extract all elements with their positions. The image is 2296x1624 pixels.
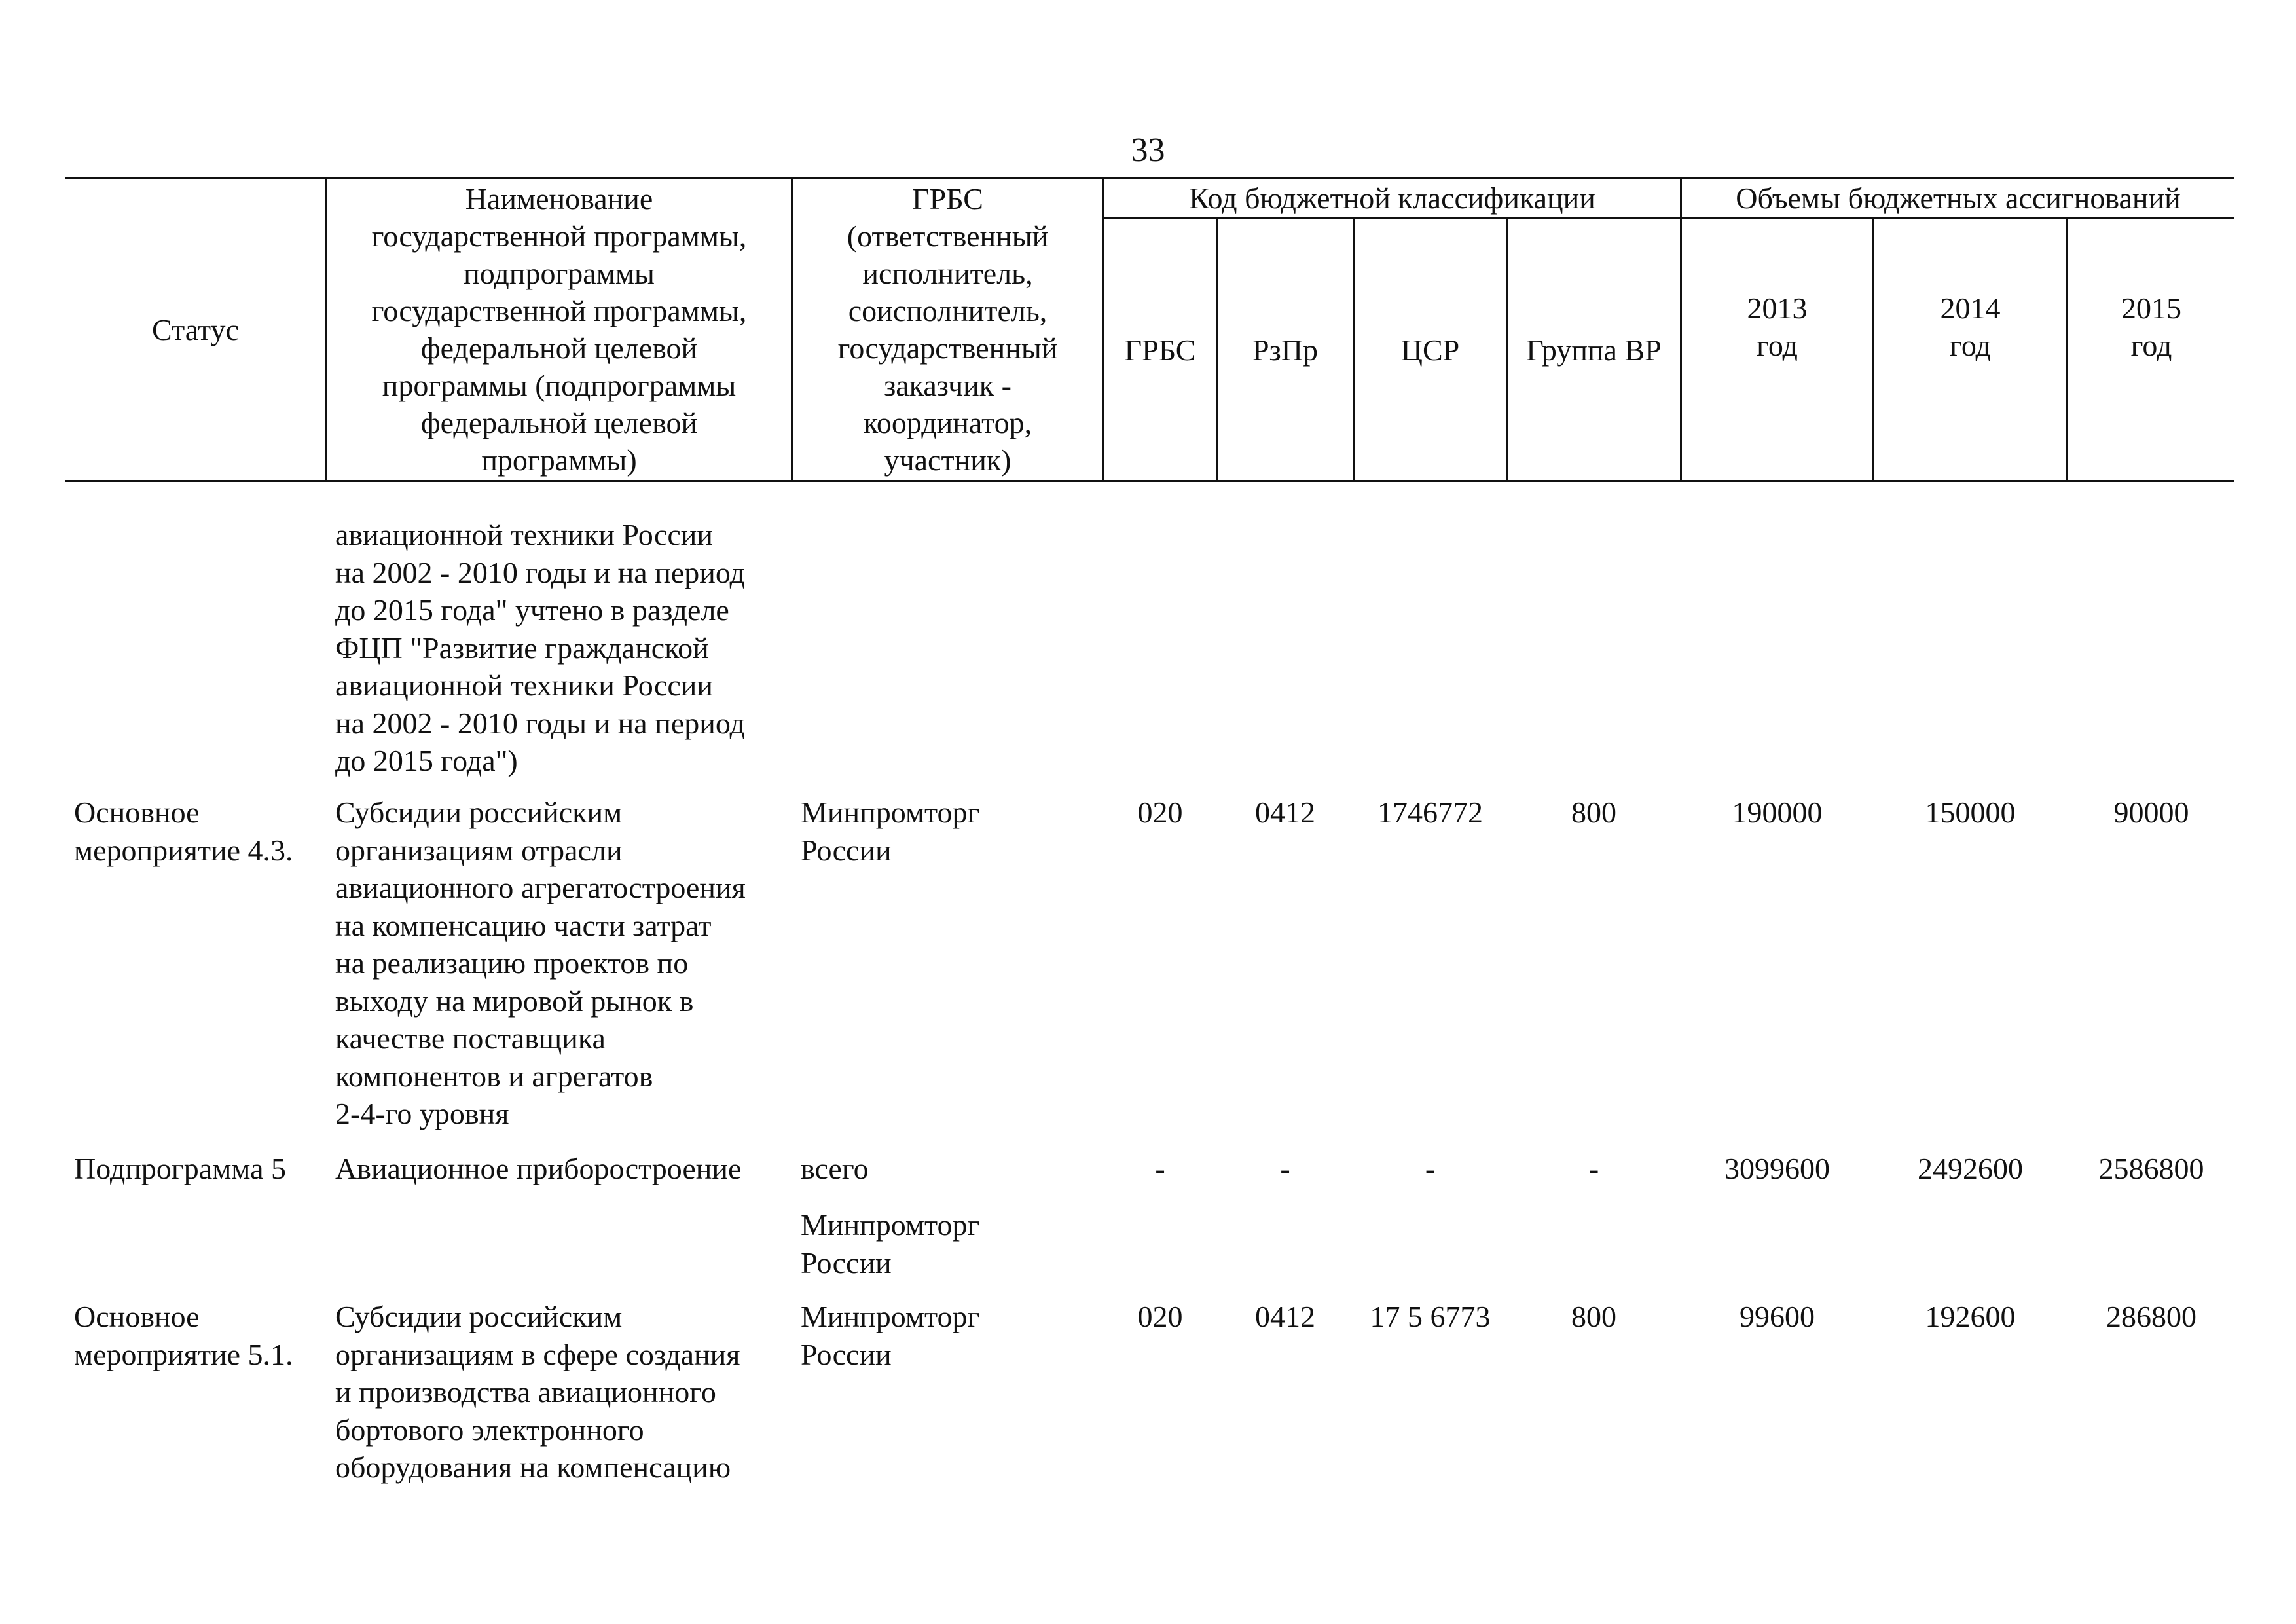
row-4-code-grbs: 020 — [1137, 1300, 1183, 1333]
row-4-name: Субсидии российским организациям в сфере создания и производства авиационного бортового электронного оборудования на компенсацию — [335, 1300, 740, 1484]
row-1-rzpr: 0412 — [1255, 796, 1315, 829]
row-1-grbs: Минпромторг России — [801, 796, 980, 867]
row-1-y2014: 150000 — [1925, 796, 2016, 829]
row-2-name: Авиационное приборостроение — [335, 1152, 742, 1185]
header-year-2014: 2014 год — [1940, 291, 2001, 362]
row-2-code-grbs: - — [1155, 1152, 1165, 1185]
row-4-vr: 800 — [1571, 1300, 1616, 1333]
row-1-y2015: 90000 — [2113, 796, 2189, 829]
header-year-2013: 2013 год — [1747, 291, 1808, 362]
row-1-y2013: 190000 — [1732, 796, 1823, 829]
row-4-y2013: 99600 — [1740, 1300, 1815, 1333]
row-2-rzpr: - — [1280, 1152, 1290, 1185]
row-4-grbs: Минпромторг России — [801, 1300, 980, 1371]
row-3-grbs: Минпромторг России — [801, 1208, 980, 1280]
row-1-vr: 800 — [1571, 796, 1616, 829]
row-1-csr: 1746772 — [1377, 796, 1483, 829]
row-4-csr: 17 5 6773 — [1370, 1300, 1491, 1333]
row-1-status: Основное мероприятие 4.3. — [74, 796, 293, 867]
row-2-y2015: 2586800 — [2098, 1152, 2204, 1185]
header-name: Наименование государственной программы, подпрограммы государственной программы, федеральной целевой программы (подпрограммы федеральной целевой программы) — [371, 182, 747, 477]
header-code-rzpr: РзПр — [1252, 333, 1318, 367]
header-budget-code-group: Код бюджетной классификации — [1189, 181, 1595, 215]
header-bottom-border — [65, 480, 2234, 482]
header-grbs: ГРБС (ответственный исполнитель, соисполнитель, государственный заказчик - координатор, участник) — [837, 182, 1058, 477]
row-2-grbs: всего — [801, 1152, 869, 1185]
row-2-csr: - — [1425, 1152, 1436, 1185]
row-1-code-grbs: 020 — [1137, 796, 1183, 829]
row-4-y2014: 192600 — [1925, 1300, 2016, 1333]
page-number: 33 — [1131, 132, 1165, 169]
header-code-grbs: ГРБС — [1124, 333, 1196, 367]
row-4-status: Основное мероприятие 5.1. — [74, 1300, 293, 1371]
row-0-name: авиационной техники России на 2002 - 2010 годы и на период до 2015 года" учтено в разделе ФЦП "Развитие гражданской авиационной техники России на 2002 - 2010 годы и на период до 2015 года") — [335, 518, 745, 777]
row-2-status: Подпрограмма 5 — [74, 1152, 287, 1185]
header-status: Статус — [152, 312, 239, 346]
header-code-csr: ЦСР — [1400, 333, 1460, 367]
row-4-y2015: 286800 — [2106, 1300, 2196, 1333]
row-2-y2013: 3099600 — [1724, 1152, 1830, 1185]
row-2-vr: - — [1588, 1152, 1599, 1185]
row-1-name: Субсидии российским организациям отрасли авиационного агрегатостроения на компенсацию части затрат на реализацию проектов по выходу на мировой рынок в качестве поставщика компонентов и агрегатов 2-4-го уровня — [335, 796, 746, 1130]
header-code-vr: Группа ВР — [1526, 333, 1662, 367]
header-year-2015: 2015 год — [2121, 291, 2181, 362]
row-2-y2014: 2492600 — [1918, 1152, 2023, 1185]
header-budget-volume-group: Объемы бюджетных ассигнований — [1736, 181, 2181, 215]
row-4-rzpr: 0412 — [1255, 1300, 1315, 1333]
